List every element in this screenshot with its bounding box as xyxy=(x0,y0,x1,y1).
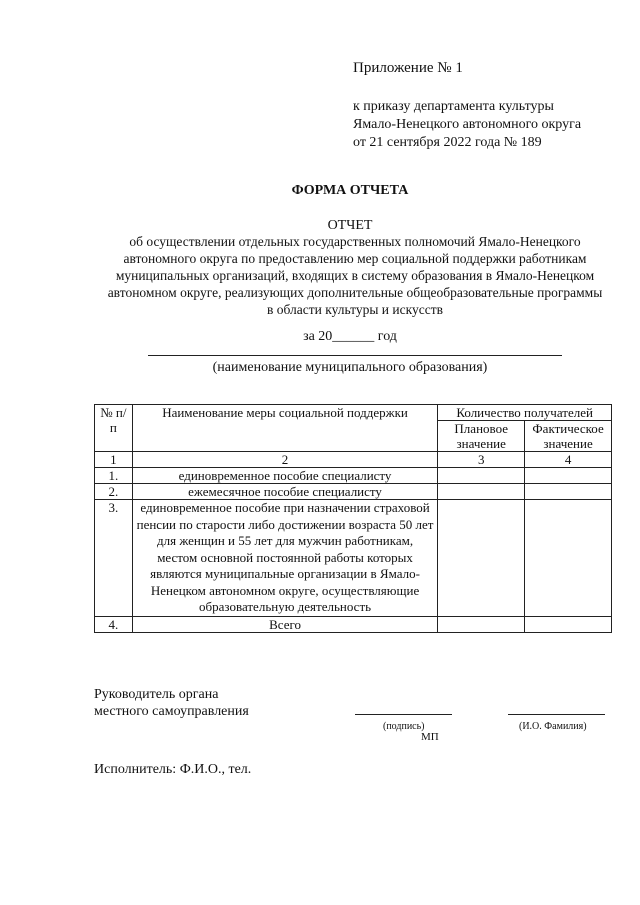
table-header-row xyxy=(95,405,612,421)
header-planned: Плановое значение xyxy=(438,421,525,452)
order-line-3: от 21 сентября 2022 года № 189 xyxy=(353,135,542,150)
table-index-row xyxy=(95,452,612,468)
signatory-title-line: Руководитель органа xyxy=(94,687,219,702)
row-actual[interactable] xyxy=(525,616,612,632)
order-line-1: к приказу департамента культуры xyxy=(353,99,554,114)
row-name: Всего xyxy=(132,616,438,632)
report-description xyxy=(100,233,610,318)
row-actual[interactable] xyxy=(525,468,612,484)
row-planned[interactable] xyxy=(438,616,525,632)
row-num: 1. xyxy=(95,468,133,484)
form-title: ФОРМА ОТЧЕТА xyxy=(291,183,409,198)
stamp-label: МП xyxy=(421,731,439,743)
row-num: 4. xyxy=(95,616,133,632)
index-cell: 1 xyxy=(95,452,133,468)
header-name: Наименование меры социальной поддержки xyxy=(132,405,438,452)
signature-caption: (подпись) xyxy=(383,721,425,732)
index-cell: 4 xyxy=(525,452,612,468)
executor-line: Исполнитель: Ф.И.О., тел. xyxy=(94,762,252,777)
name-caption: (И.О. Фамилия) xyxy=(519,721,587,732)
row-planned[interactable] xyxy=(438,468,525,484)
annex-label: Приложение № 1 xyxy=(353,60,463,76)
header-actual: Фактическое значение xyxy=(525,421,612,452)
header-recipients: Количество получателей xyxy=(438,405,612,421)
report-table xyxy=(94,404,612,633)
report-description-line: автономного округа по предоставлению мер социальной поддержки работникам xyxy=(123,251,587,266)
row-actual[interactable] xyxy=(525,500,612,617)
report-title: ОТЧЕТ xyxy=(327,218,373,233)
municipality-caption: (наименование муниципального образования) xyxy=(212,360,488,375)
signatory-title xyxy=(94,686,249,720)
name-line xyxy=(508,714,605,715)
row-name: ежемесячное пособие специалисту xyxy=(132,484,438,500)
row-actual[interactable] xyxy=(525,484,612,500)
row-name: единовременное пособие специалисту xyxy=(132,468,438,484)
row-num: 2. xyxy=(95,484,133,500)
table-row-total xyxy=(95,616,612,632)
row-planned[interactable] xyxy=(438,484,525,500)
report-description-line: об осуществлении отдельных государственных полномочий Ямало-Ненецкого xyxy=(129,234,581,249)
report-description-line: муниципальных организаций, входящих в систему образования в Ямало-Ненецком xyxy=(115,268,595,283)
table-row xyxy=(95,468,612,484)
row-planned[interactable] xyxy=(438,500,525,617)
header-num: № п/п xyxy=(95,405,133,452)
index-cell: 2 xyxy=(132,452,438,468)
report-description-line: в области культуры и искусств xyxy=(266,302,443,317)
row-name: единовременное пособие при назначении страховой пенсии по старости либо достижении возраста 50 лет для женщин и 55 лет для мужчин работникам, местом основной постоянной работы которых являются муниципальные организации в Ямало-Ненецком автономном округе, осуществляющие образовательную деятельность xyxy=(132,500,438,617)
signatory-title-line: местного самоуправления xyxy=(94,704,249,719)
index-cell: 3 xyxy=(438,452,525,468)
row-num: 3. xyxy=(95,500,133,617)
report-year-line: за 20______ год xyxy=(303,329,397,344)
municipality-underline xyxy=(148,355,562,356)
order-line-2: Ямало-Ненецкого автономного округа xyxy=(353,117,582,132)
table-row xyxy=(95,484,612,500)
report-description-line: автономном округе, реализующих дополнительные общеобразовательные программы xyxy=(107,285,603,300)
table-row xyxy=(95,500,612,617)
signature-line xyxy=(355,714,452,715)
